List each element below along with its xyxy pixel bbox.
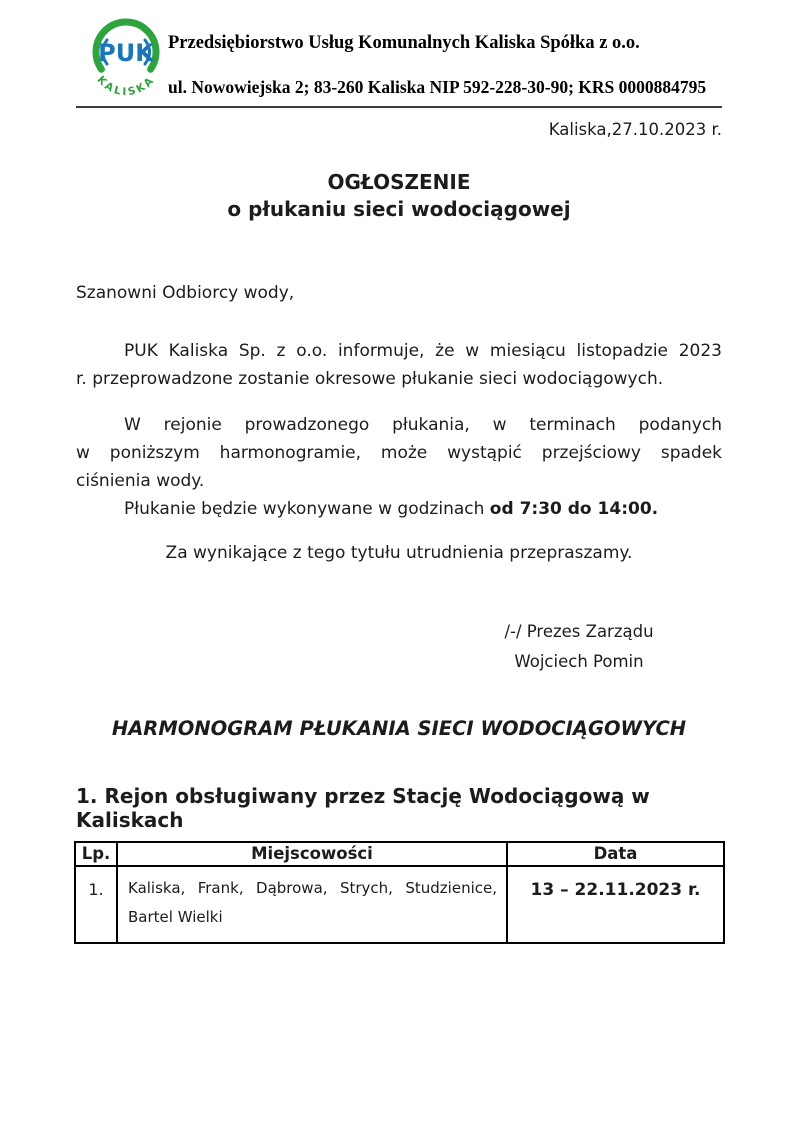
paragraph-line: ciśnienia wody.: [76, 471, 205, 491]
letterhead: [76, 16, 722, 108]
places-line: Bartel Wielki: [128, 908, 223, 926]
signature-name: Wojciech Pomin: [514, 652, 644, 671]
hours-prefix: Płukanie będzie wykonywane w godzinach: [124, 499, 490, 519]
signature-role: /-/ Prezes Zarządu: [504, 622, 654, 641]
paragraph-line: w poniższym harmonogramie, może wystąpić przejściowy spadek: [76, 443, 722, 463]
cell-lp: 1.: [75, 866, 117, 943]
paragraph-2: [76, 411, 722, 495]
title-line2: o płukaniu sieci wodociągowej: [227, 197, 571, 221]
paragraph-1: [76, 337, 722, 393]
salutation: Szanowni Odbiorcy wody,: [76, 283, 295, 303]
page-title: [76, 169, 722, 223]
signature-block: [454, 617, 704, 677]
logo-text: PUK: [98, 39, 154, 67]
company-name: Przedsiębiorstwo Usług Komunalnych Kaliska Spółka z o.o.: [168, 33, 640, 53]
date-line: Kaliska,27.10.2023 r.: [548, 120, 722, 139]
column-header-date: Data: [507, 842, 724, 866]
company-address: ul. Nowowiejska 2; 83-260 Kaliska NIP 592-228-30-90; KRS 0000884795: [168, 77, 707, 97]
table-header-row: [75, 842, 724, 866]
section-1-title: 1. Rejon obsługiwany przez Stację Wodociągową w Kaliskach: [76, 784, 650, 832]
cell-date: 13 – 22.11.2023 r.: [507, 866, 724, 943]
paragraph-line: PUK Kaliska Sp. z o.o. informuje, że w miesiącu listopadzie 2023: [124, 341, 722, 361]
hours-value: od 7:30 do 14:00.: [489, 499, 659, 519]
cell-places: [117, 866, 507, 943]
title-line1: OGŁOSZENIE: [327, 170, 471, 194]
paragraph-line: r. przeprowadzone zostanie okresowe płukanie sieci wodociągowych.: [76, 369, 664, 389]
table-row: [75, 866, 724, 943]
logo-subtext: KALISKA: [94, 73, 158, 99]
column-header-lp: Lp.: [75, 842, 117, 866]
schedule-heading: HARMONOGRAM PŁUKANIA SIECI WODOCIĄGOWYCH: [111, 717, 687, 740]
hours-line: [76, 495, 722, 523]
places-line: Kaliska, Frank, Dąbrowa, Strych, Studzienice,: [128, 879, 497, 897]
apology-line: Za wynikające z tego tytułu utrudnienia przepraszamy.: [165, 543, 633, 563]
puk-logo: [82, 16, 170, 106]
column-header-places: Miejscowości: [117, 842, 507, 866]
schedule-table: [74, 841, 725, 944]
paragraph-line: W rejonie prowadzonego płukania, w terminach podanych: [124, 415, 722, 435]
